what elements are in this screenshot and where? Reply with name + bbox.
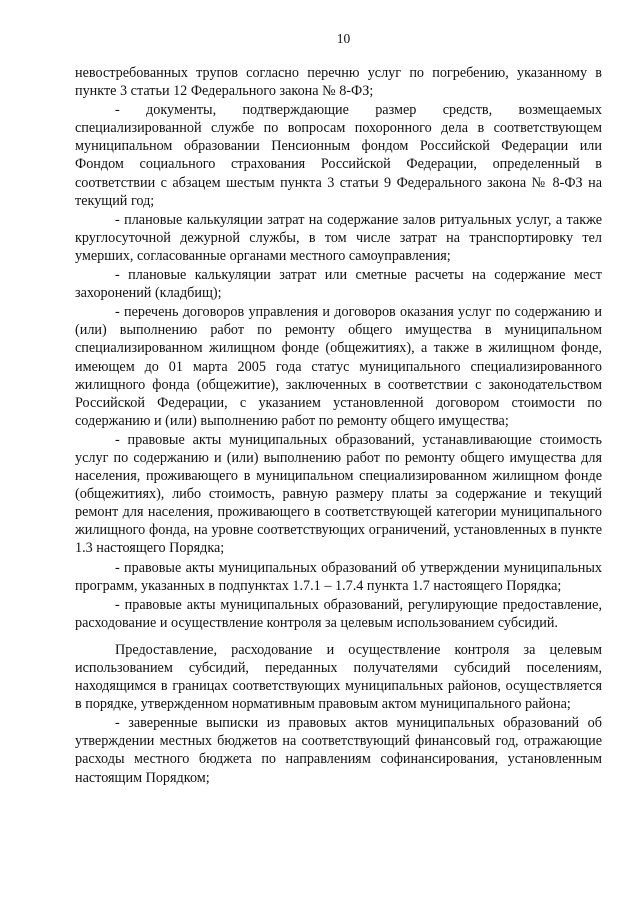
list-item-contracts-list: - перечень договоров управления и договоров оказания услуг по содержанию и (или) выполнению работ по ремонту общего имущества в муниципальном специализированном жилищном фонде (общежитиях), а также в жилищном фонде, имеющем до 01 марта 2005 года статус муниципального специализированного жилищного фонда (общежитие), заключенных в соответствии с законодательством Российской Федерации, с указанием установленной договором стоимости по содержанию и (или) выполнению работ по ремонту общего имущества; — [75, 304, 602, 429]
list-item-ritual-halls-calculations: - плановые калькуляции затрат на содержание залов ритуальных услуг, а также круглосуточной дежурной службы, в том числе затрат на транспортировку тел умерших, согласованные органами местного самоуправления; — [75, 211, 602, 264]
list-item-cemetery-calculations: - плановые калькуляции затрат или сметные расчеты на содержание мест захоронений (кладбищ); — [75, 267, 602, 302]
list-item-subsidy-legal-acts: - правовые акты муниципальных образований, регулирующие предоставление, расходование и осуществление контроля за целевым использованием субсидий. — [75, 596, 602, 631]
list-item-documents: - документы, подтверждающие размер средств, возмещаемых специализированной службе по вопросам похоронного дела в соответствующем муниципальном образовании Пенсионным фондом Российской Федерации или Фондом социального страхования Российской Федерации, определенный в соответствии с абзацем шестым пункта 3 статьи 9 Федерального закона № 8-ФЗ на текущий год; — [75, 102, 602, 209]
list-item-budget-extracts: - заверенные выписки из правовых актов муниципальных образований об утверждении местных бюджетов на соответствующий финансовый год, отражающие расходы местного бюджета по направлениям софинансирования, установленным настоящим Порядком; — [75, 715, 602, 786]
paragraph-subsidy-procedure: Предоставление, расходование и осуществление контроля за целевым использованием субсидий, переданных получателями субсидий поселениям, находящимся в границах соответствующих муниципальных районов, осуществляется в порядке, утвержденном нормативным правовым актом муниципального района; — [75, 641, 602, 713]
list-item-programs-legal-acts: - правовые акты муниципальных образований об утверждении муниципальных программ, указанных в подпунктах 1.7.1 – 1.7.4 пункта 1.7 настоящего Порядка; — [75, 559, 602, 594]
paragraph-continuation: невостребованных трупов согласно перечню услуг по погребению, указанному в пункте 3 статьи 12 Федерального закона № 8-ФЗ; — [75, 65, 602, 100]
list-item-cost-legal-acts: - правовые акты муниципальных образований, устанавливающие стоимость услуг по содержанию и (или) выполнению работ по ремонту общего имущества для населения, проживающего в муниципальном специализированном жилищном фонде (общежитиях), либо стоимость, равную размеру платы за содержание и текущий ремонт для населения, проживающего в соответствующей категории муниципального жилищного фонда, на уровне соответствующих ограничений, установленных в пункте 1.3 настоящего Порядка; — [75, 431, 602, 557]
page-number: 10 — [336, 31, 351, 46]
